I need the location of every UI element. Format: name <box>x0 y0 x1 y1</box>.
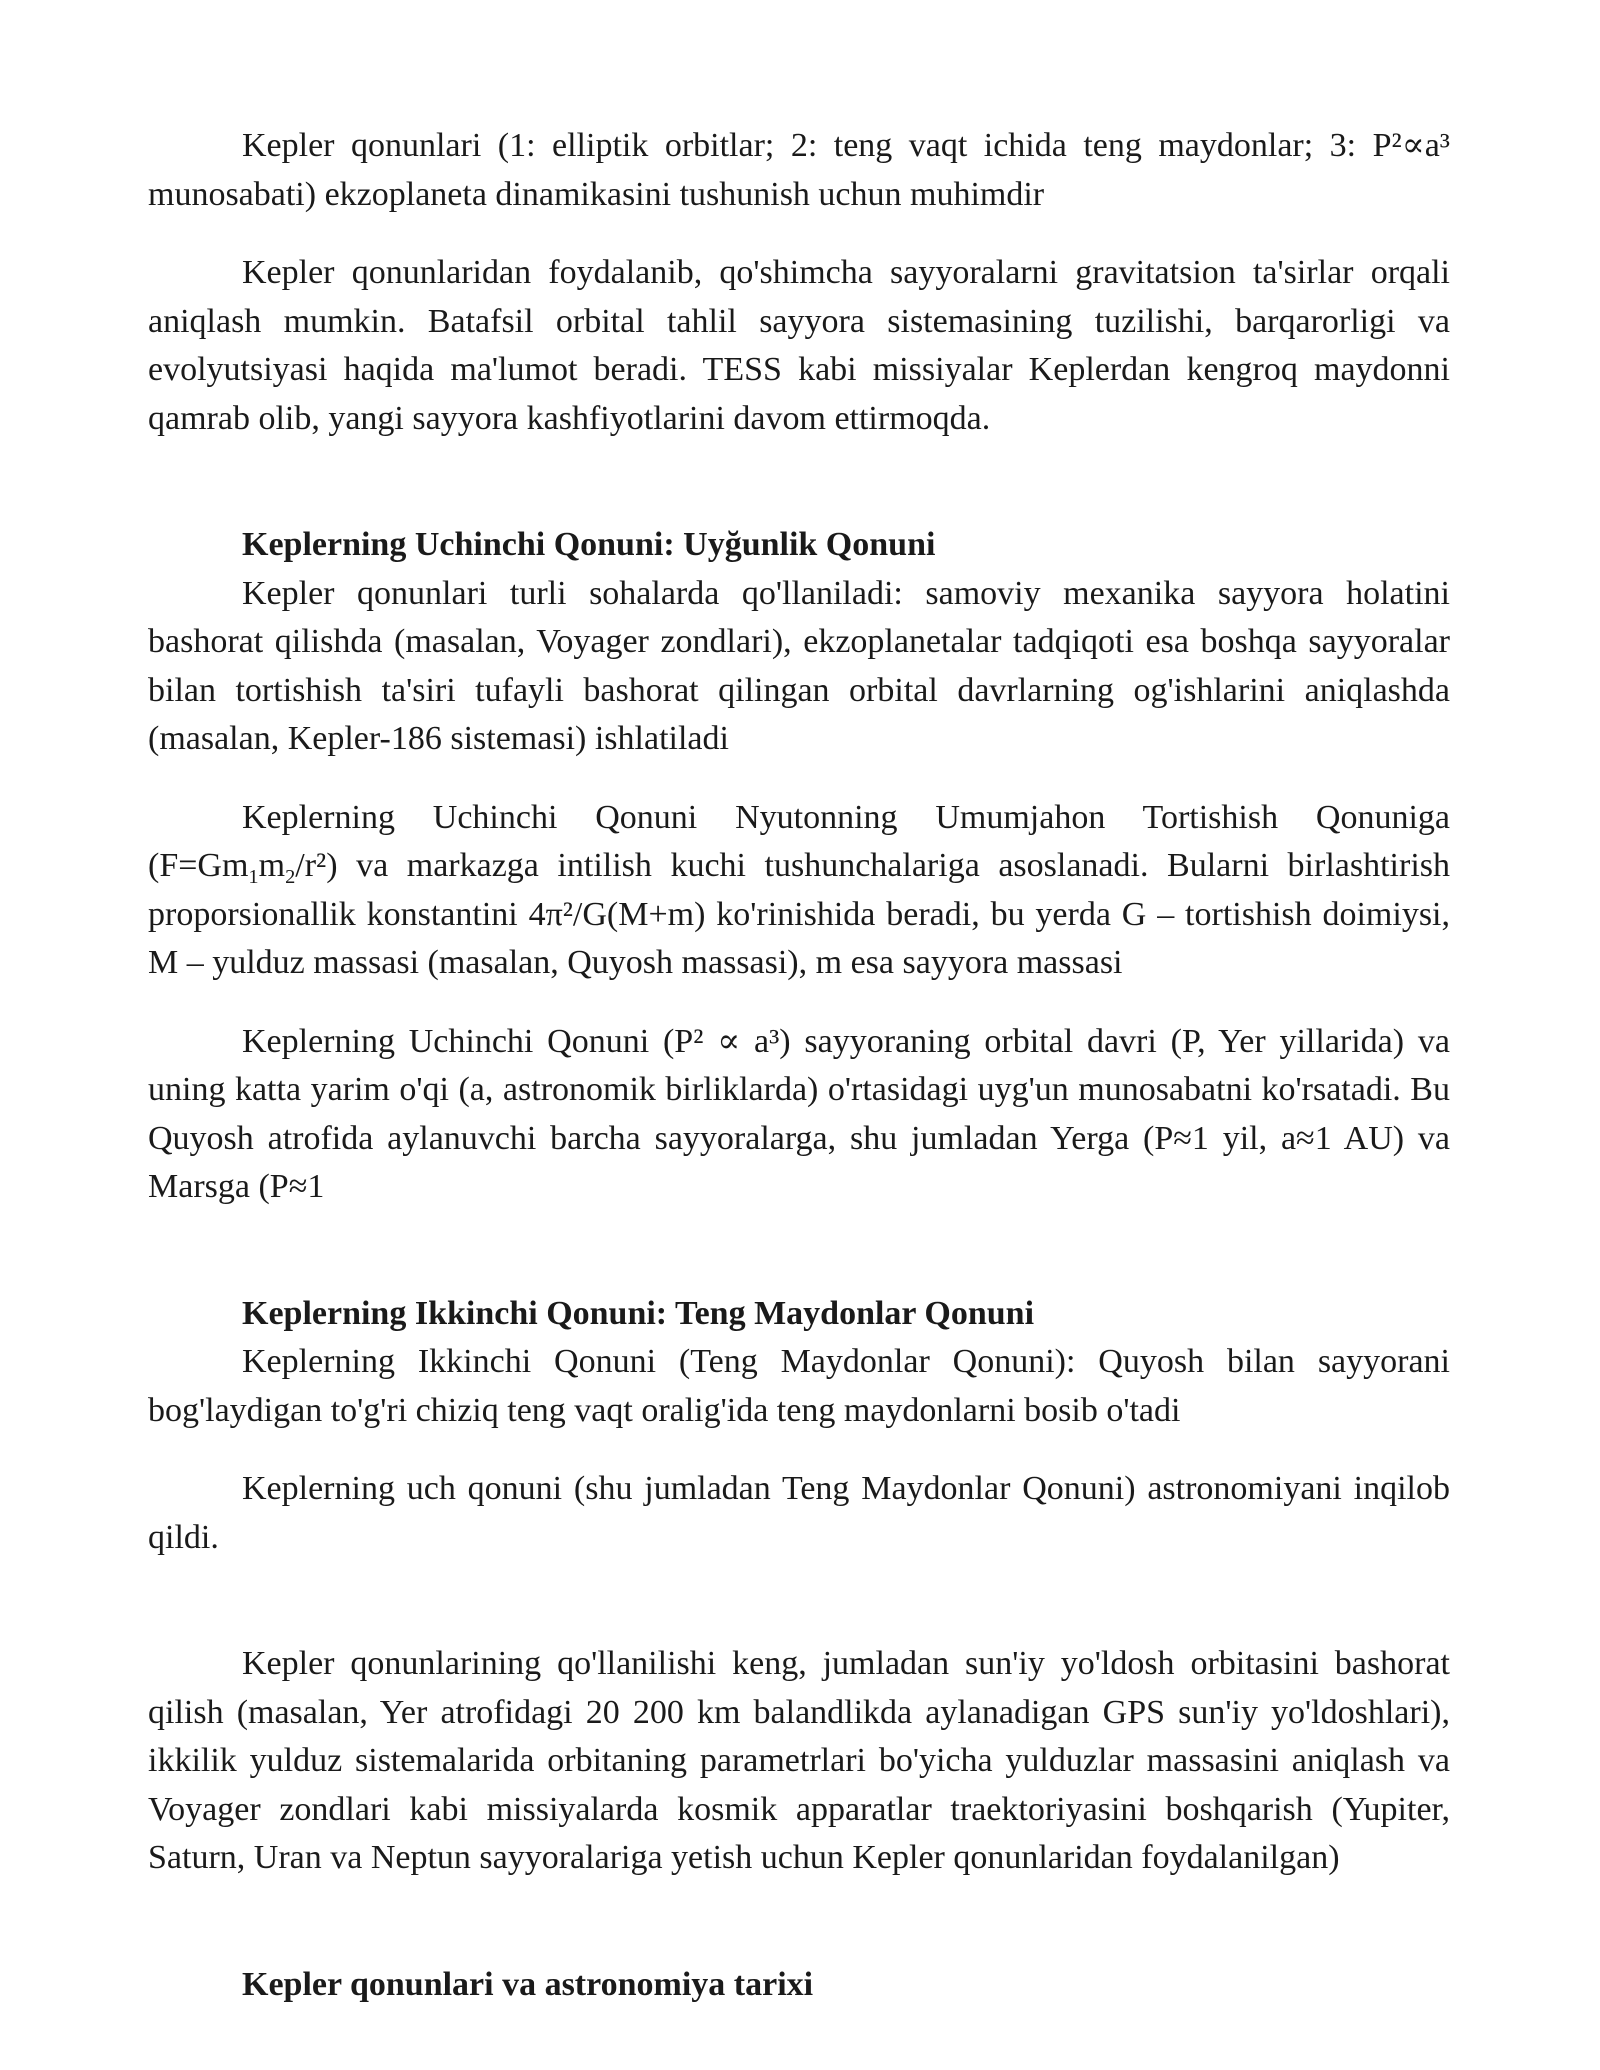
text-segment: /r²) va markazga intilish kuchi tushunchalariga asoslanadi. Bularni birlashtirish proporsionallik konstantini 4π²/G(M+m) ko'rinishida beradi, bu yerda G – tortishish doimiysi, M – yulduz massasi (masalan, Quyosh massasi), m esa sayyora massasi <box>148 847 1450 981</box>
subscript-2: 2 <box>285 866 296 889</box>
paragraph-applications-wide: Kepler qonunlarining qo'llanilishi keng, jumladan sun'iy yo'ldosh orbitasini bashorat qilish (masalan, Yer atrofidagi 20 200 km balandlikda aylanadigan GPS sun'iy yo'ldoshlari), ikkilik yulduz sistemalarida orbitaning parametrlari bo'yicha yulduzlar massasini aniqlash va Voyager zondlari kabi missiyalarda kosmik apparatlar traektoriyasini boshqarish (Yupiter, Saturn, Uran va Neptun sayyoralariga yetish uchun Kepler qonunlaridan foydalanilgan) <box>148 1645 1450 1876</box>
paragraph-third-law-relation: Keplerning Uchinchi Qonuni (P² ∝ a³) sayyoraning orbital davri (P, Yer yillarida) va uning katta yarim o'qi (a, astronomik birliklarda) o'rtasidagi uyg'un munosabatni ko'rsatadi. Bu Quyosh atrofida aylanuvchi barcha sayyoralarga, shu jumladan Yerga (P≈1 yil, a≈1 AU) va Marsga (P≈1 <box>148 1022 1450 1205</box>
document-page <box>148 122 1450 2009</box>
heading-third-law: Keplerning Uchinchi Qonuni: Uyğunlik Qonuni <box>242 526 936 563</box>
paragraph-kepler-laws-summary: Kepler qonunlari (1: elliptik orbitlar; 2: teng vaqt ichida teng maydonlar; 3: P²∝a³ munosabati) ekzoplaneta dinamikasini tushunish uchun muhimdir <box>148 127 1450 213</box>
heading-second-law: Keplerning Ikkinchi Qonuni: Teng Maydonlar Qonuni <box>242 1294 1035 1332</box>
text-segment: m <box>258 847 286 884</box>
text-segment: Keplerning Uchinchi Qonuni Nyutonning Umumjahon Tortishish Qonuniga (F=Gm <box>148 798 1450 884</box>
paragraph-second-law-definition: Keplerning Ikkinchi Qonuni (Teng Maydonlar Qonuni): Quyosh bilan sayyorani bog'laydigan to'g'ri chiziq teng vaqt oralig'ida teng maydonlarni bosib o'tadi <box>148 1343 1450 1429</box>
subscript-1: 1 <box>248 866 259 889</box>
paragraph-gravitational-detection: Kepler qonunlaridan foydalanib, qo'shimcha sayyoralarni gravitatsion ta'sirlar orqali aniqlash mumkin. Batafsil orbital tahlil sayyora sistemasining tuzilishi, barqarorligi va evolyutsiyasi haqida ma'lumot beradi. TESS kabi missiyalar Keplerdan kengroq maydonni qamrab olib, yangi sayyora kashfiyotlarini davom ettirmoqda. <box>148 254 1450 437</box>
paragraph-revolution: Keplerning uch qonuni (shu jumladan Teng Maydonlar Qonuni) astronomiyani inqilob qildi. <box>148 1470 1450 1556</box>
heading-history: Kepler qonunlari va astronomiya tarixi <box>242 1965 814 2003</box>
paragraph-applications-fields: Kepler qonunlari turli sohalarda qo'llaniladi: samoviy mexanika sayyora holatini bashorat qilishda (masalan, Voyager zondlari), ekzoplanetalar tadqiqoti esa boshqa sayyoralar bilan tortishish ta'siri tufayli bashorat qilingan orbital davrlarning og'ishlarini aniqlashda (masalan, Kepler-186 sistemasi) ishlatiladi <box>148 574 1450 757</box>
paragraph-newton-basis <box>148 794 1450 988</box>
